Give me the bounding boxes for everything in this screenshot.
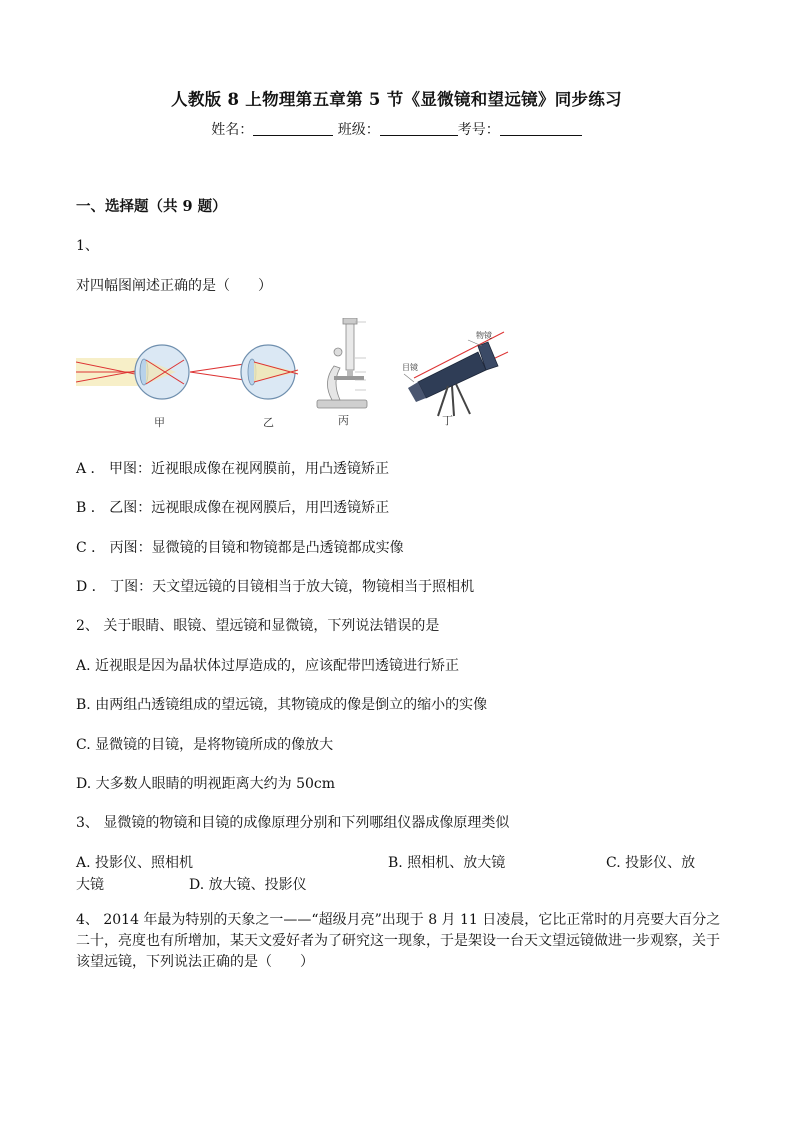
q1-option-a[interactable]: A ． 甲图：近视眼成像在视网膜前，用凸透镜矫正 — [76, 461, 390, 477]
q2-stem: 2、 关于眼睛、眼镜、望远镜和显微镜，下列说法错误的是 — [76, 618, 440, 634]
q1-option-d[interactable]: D ． 丁图：天文望远镜的目镜相当于放大镜，物镜相当于照相机 — [76, 579, 475, 595]
telescope-diagram — [404, 332, 508, 416]
q3-option-a[interactable]: A. 投影仪、照相机 — [76, 855, 194, 871]
q3-option-c-continued[interactable]: 大镜 — [76, 877, 104, 893]
eye-diagram-jia — [76, 345, 189, 399]
caption-jia: 甲 — [154, 416, 165, 429]
caption-bing: 丙 — [338, 414, 349, 427]
name-blank[interactable] — [253, 121, 333, 136]
q3-option-b[interactable]: B. 照相机、放大镜 — [388, 855, 506, 871]
section-heading: 一、选择题（共 9 题） — [76, 198, 227, 215]
q1-option-c[interactable]: C ． 丙图：显微镜的目镜和物镜都是凸透镜都成实像 — [76, 540, 404, 556]
label-eyepiece: 目镜 — [402, 363, 418, 372]
q1-stem: 对四幅图阐述正确的是（ ） — [76, 278, 272, 294]
caption-yi: 乙 — [263, 416, 274, 429]
q2-option-b[interactable]: B. 由两组凸透镜组成的望远镜，其物镜成的像是倒立的缩小的实像 — [76, 697, 488, 713]
microscope-diagram — [317, 318, 367, 408]
q3-option-c[interactable]: C. 投影仪、放 — [606, 855, 696, 871]
q3-stem: 3、 显微镜的物镜和目镜的成像原理分别和下列哪组仪器成像原理类似 — [76, 815, 510, 831]
label-objective-lens: 物镜 — [476, 331, 492, 340]
caption-ding: 丁 — [442, 414, 453, 427]
q3-option-d[interactable]: D. 放大镜、投影仪 — [189, 877, 307, 893]
q4-stem: 4、 2014 年最为特别的天象之一——“超级月亮”出现于 8 月 11 日凌晨，它比正常时的月亮要大百分之二十，亮度也有所增加，某天文爱好者为了研究这一现象，于是架设一台天文望远镜做进一步观察，关于该望远镜，下列说法正确的是（ ） — [76, 912, 721, 970]
page-title: 人教版 8 上物理第五章第 5 节《显微镜和望远镜》同步练习 — [171, 90, 622, 109]
student-info-line — [0, 119, 793, 139]
q2-option-a[interactable]: A. 近视眼是因为晶状体过厚造成的，应该配带凹透镜进行矫正 — [76, 658, 460, 674]
class-blank[interactable] — [380, 121, 458, 136]
eye-diagram-yi — [190, 345, 298, 399]
q2-option-d[interactable]: D. 大多数人眼睛的明视距离大约为 50cm — [76, 776, 336, 792]
q1-figure — [76, 318, 516, 430]
q1-number: 1、 — [76, 238, 99, 254]
q1-option-b[interactable]: B ． 乙图：远视眼成像在视网膜后，用凹透镜矫正 — [76, 500, 390, 516]
exam-number-blank[interactable] — [500, 121, 582, 136]
exam-label: 考号： — [457, 122, 500, 138]
class-label: 班级： — [337, 122, 380, 138]
name-label: 姓名： — [211, 122, 254, 138]
q2-option-c[interactable]: C. 显微镜的目镜，是将物镜所成的像放大 — [76, 737, 334, 753]
